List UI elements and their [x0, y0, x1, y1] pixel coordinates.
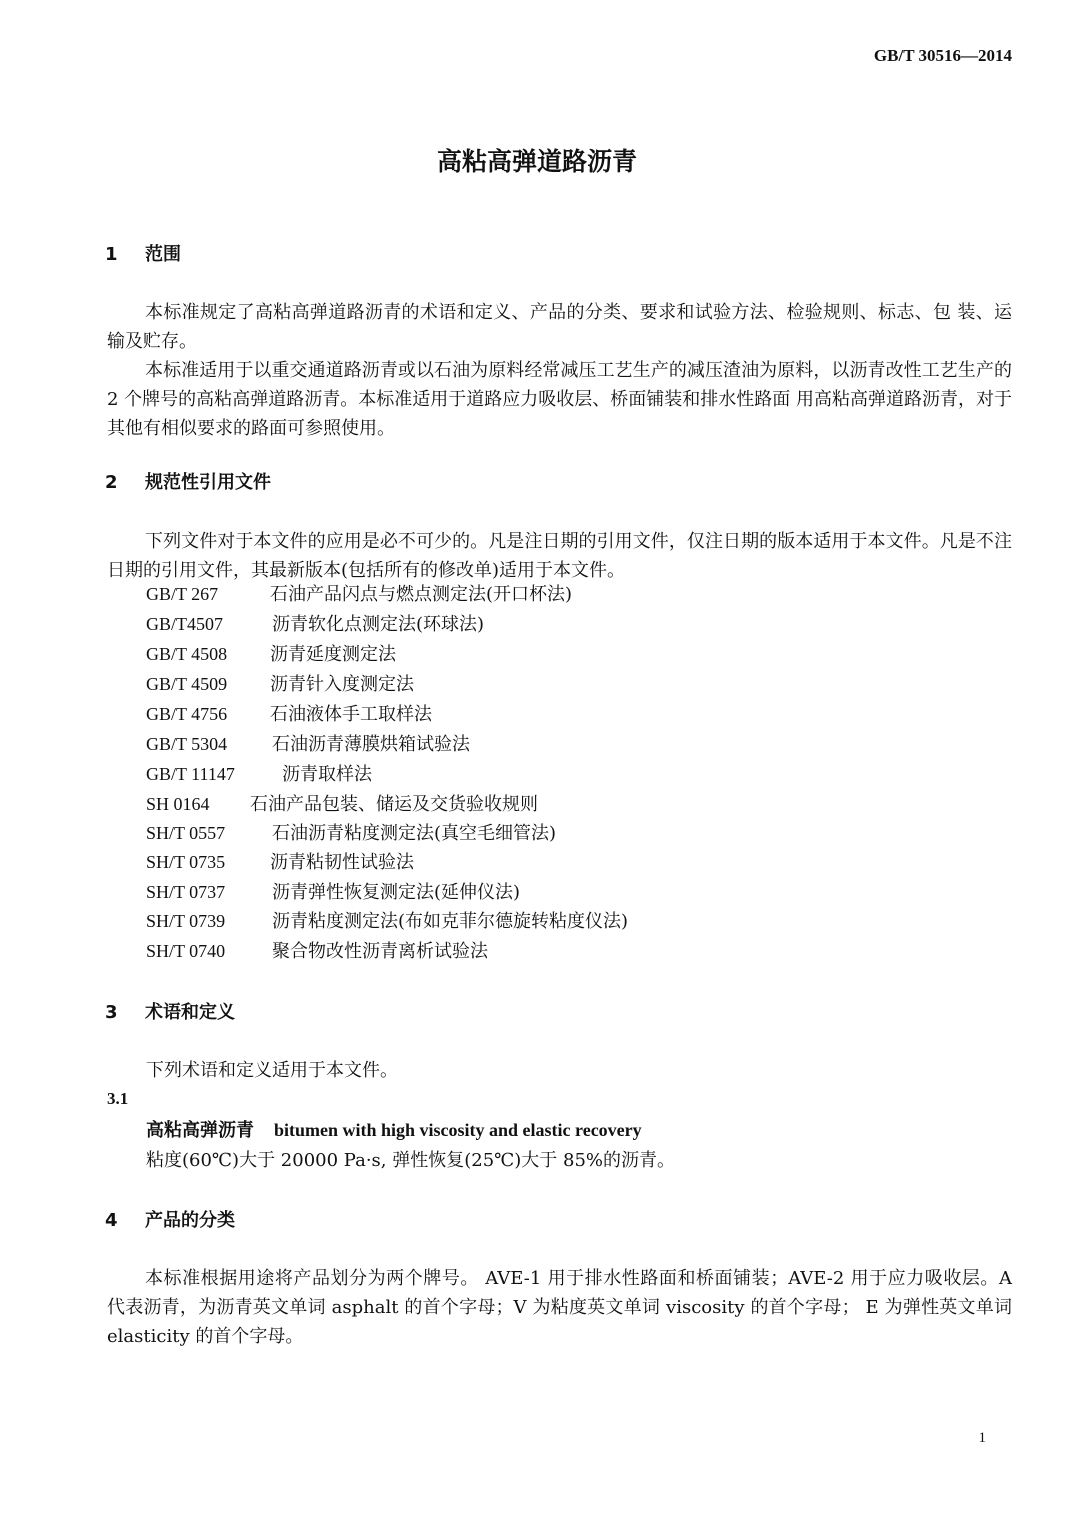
reference-item	[146, 878, 520, 904]
reference-item	[146, 819, 556, 845]
reference-name: 沥青粘韧性试验法	[270, 852, 414, 873]
reference-name: 石油沥青薄膜烘箱试验法	[272, 734, 470, 755]
reference-item	[146, 610, 484, 636]
section-number: 2	[105, 472, 118, 493]
section-3-heading	[105, 998, 235, 1024]
reference-item	[146, 730, 470, 756]
reference-name: 石油液体手工取样法	[270, 704, 432, 725]
subclause-number: 3.1	[107, 1089, 129, 1108]
reference-code: SH/T 0557	[146, 823, 226, 843]
reference-name: 沥青软化点测定法(环球法)	[272, 614, 485, 635]
reference-code: GB/T 4508	[146, 644, 228, 664]
reference-item	[146, 670, 414, 696]
section-number: 4	[105, 1210, 118, 1231]
reference-item	[146, 760, 372, 786]
term-definition: 粘度(60℃)大于 20000 Pa·s, 弹性恢复(25℃)大于 85%的沥青。	[146, 1150, 676, 1171]
section-2-heading	[105, 468, 271, 494]
section-title: 术语和定义	[145, 1002, 235, 1023]
standard-code: GB/T 30516—2014	[873, 46, 1012, 65]
section-1-heading	[105, 240, 181, 266]
reference-name: 沥青取样法	[282, 764, 372, 785]
reference-code: GB/T 4509	[146, 674, 228, 694]
document-title: 高粘高弹道路沥青	[436, 147, 637, 176]
reference-code: GB/T 267	[146, 584, 219, 604]
reference-code: SH/T 0740	[146, 941, 226, 961]
reference-code: GB/T 4756	[146, 704, 228, 724]
paragraph: 下列文件对于本文件的应用是必不可少的。凡是注日期的引用文件，仅注日期的版本适用于本文件。凡是不注日期的引用文件，其最新版本(包括所有的修改单)适用于本文件。	[107, 531, 1012, 581]
reference-code: SH/T 0735	[146, 852, 226, 872]
term-english: bitumen with high viscosity and elastic recovery	[274, 1120, 642, 1140]
paragraph: 本标准规定了高粘高弹道路沥青的术语和定义、产品的分类、要求和试验方法、检验规则、标志、包 装、运输及贮存。	[107, 302, 1012, 352]
term-entry	[146, 1116, 642, 1142]
term-chinese: 高粘高弹沥青	[146, 1120, 254, 1141]
reference-name: 石油产品包装、储运及交货验收规则	[250, 794, 538, 815]
reference-item	[146, 848, 414, 874]
paragraph: 本标准适用于以重交通道路沥青或以石油为原料经常减压工艺生产的减压渣油为原料，以沥青改性工艺生产的 2 个牌号的高粘高弹道路沥青。本标准适用于道路应力吸收层、桥面铺装和排水性路面 用高粘高弹道路沥青，对于其他有相似要求的路面可参照使用。	[107, 360, 1012, 439]
reference-item	[146, 937, 488, 963]
reference-code: GB/T4507	[146, 614, 224, 634]
page-number: 1	[978, 1430, 986, 1446]
reference-item	[146, 790, 538, 816]
reference-name: 沥青弹性恢复测定法(延伸仪法)	[272, 882, 521, 903]
section-title: 产品的分类	[145, 1210, 235, 1231]
section-number: 3	[105, 1002, 118, 1023]
reference-name: 石油沥青粘度测定法(真空毛细管法)	[272, 823, 557, 844]
paragraph: 本标准根据用途将产品划分为两个牌号。 AVE-1 用于排水性路面和桥面铺装；AVE-2 用于应力吸收层。A 代表沥青，为沥青英文单词 asphalt 的首个字母；V 为粘度英文单词 viscosity 的首个字母； E 为弹性英文单词 elasticity 的首个字母。	[107, 1268, 1012, 1347]
section-title: 规范性引用文件	[145, 472, 271, 493]
paragraph: 下列术语和定义适用于本文件。	[146, 1060, 398, 1081]
section-title: 范围	[145, 244, 181, 265]
reference-code: GB/T 5304	[146, 734, 228, 754]
reference-code: SH 0164	[146, 794, 210, 814]
reference-name: 沥青粘度测定法(布如克菲尔德旋转粘度仪法)	[272, 911, 629, 932]
reference-item	[146, 580, 572, 606]
reference-code: SH/T 0739	[146, 911, 226, 931]
reference-code: GB/T 11147	[146, 764, 235, 784]
reference-name: 沥青延度测定法	[270, 644, 396, 665]
reference-item	[146, 700, 432, 726]
reference-name: 聚合物改性沥青离析试验法	[272, 941, 488, 962]
reference-code: SH/T 0737	[146, 882, 226, 902]
reference-item	[146, 907, 628, 933]
reference-name: 沥青针入度测定法	[270, 674, 414, 695]
reference-name: 石油产品闪点与燃点测定法(开口杯法)	[270, 584, 573, 605]
section-number: 1	[105, 244, 118, 265]
reference-item	[146, 640, 396, 666]
section-4-heading	[105, 1206, 235, 1232]
